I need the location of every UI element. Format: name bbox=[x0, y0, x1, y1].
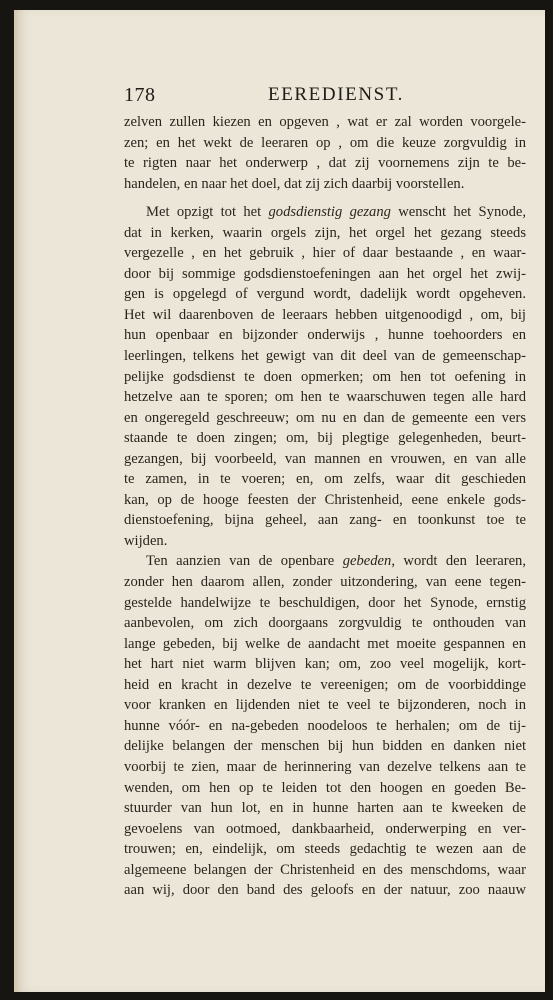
text-line: wenden, om hen op te leiden tot den hoogen en goeden Be- bbox=[124, 779, 526, 796]
text-line: wijden. bbox=[124, 532, 168, 549]
text-line: aanbevolen, om zich doorgaans zorgvuldig te onthouden van bbox=[124, 615, 526, 632]
text-line: pelijke godsdienst te doen opmerken; om hen tot oefening in bbox=[124, 368, 526, 385]
text-line: hun openbaar en bijzonder onderwijs , hunne toehoorders en bbox=[124, 327, 526, 344]
text-line: aan wij, door den band des geloofs en der natuur, zoo naauw bbox=[124, 882, 526, 899]
page-number: 178 bbox=[124, 84, 156, 106]
text-line: en ongeregeld geschreeuw; om nu en dan de gemeente een vers bbox=[124, 409, 526, 426]
text-line: algemeene belangen der Christenheid en des menschdoms, waar bbox=[124, 861, 526, 878]
text-line: gevoelens van ootmoed, dankbaarheid, onderwerping en ver- bbox=[124, 820, 526, 837]
running-head: EEREDIENST. bbox=[268, 84, 404, 105]
text-line: Het wil daarenboven de leeraars hebben uitgenoodigd , om, bij bbox=[124, 306, 526, 323]
text-line: zelven zullen kiezen en opgeven , wat er zal worden voorgele- bbox=[124, 114, 526, 130]
text-line: staande te doen zingen; om, bij plegtige gelegenheden, beurt- bbox=[124, 430, 526, 447]
text-line: dat in kerken, waarin orgels zijn, het orgel het gezang steeds bbox=[124, 224, 526, 241]
italic-phrase: gebeden bbox=[342, 553, 392, 570]
text-line: gen is opgelegd of vergund wordt, dadelijk wordt opgeheven. bbox=[124, 286, 526, 303]
text-line: lange gebeden, bij welke de aandacht met moeite gespannen en bbox=[124, 635, 526, 652]
text-line: hunne vóór- en na-gebeden noodeloos te herhalen; om de tij- bbox=[124, 717, 526, 734]
text-line: gestelde handelwijze te beschuldigen, door het Synode, ernstig bbox=[124, 594, 526, 611]
text-line: te zamen, in te voeren; en, om zelfs, waar dit geschieden bbox=[124, 471, 526, 488]
text-line: door bij sommige godsdienstoefeningen aan het orgel het zwij- bbox=[124, 265, 526, 282]
text-line: gezangen, bij voorbeeld, van mannen en vrouwen, en van alle bbox=[124, 450, 526, 467]
text-line: trouwen; en, eindelijk, om steeds gedachtig te wezen aan de bbox=[124, 841, 526, 858]
text-line: te rigten naar het onderwerp , dat zij voornemens zijn te be- bbox=[124, 155, 526, 172]
paragraph-gap bbox=[124, 194, 526, 202]
text-line: Met opzigt tot het godsdienstig gezang wenscht het Synode, bbox=[146, 204, 526, 221]
text-line: handelen, en naar het doel, dat zij zich daarbij voorstellen. bbox=[124, 175, 465, 192]
text-line: dienstoefening, bijna geheel, aan zang- en toonkunst toe te bbox=[124, 512, 526, 529]
text-line: heid en kracht in dezelve te vereenigen; om de voorbiddinge bbox=[124, 676, 526, 693]
text-line: het hart niet warm blijven kan; om, zoo veel mogelijk, kort- bbox=[124, 656, 526, 673]
text-line: zen; en het wekt de leeraren op , om die keuze zorgvuldig in bbox=[124, 134, 526, 151]
italic-phrase: godsdienstig gezang bbox=[268, 204, 391, 221]
text-line: zonder hen daarom allen, zonder uitzondering, van eene tegen- bbox=[124, 574, 526, 591]
text-line: delijke belangen der menschen bij hun bidden en danken niet bbox=[124, 738, 526, 755]
text-line: voor kranken en lijdenden niet te veel te bijzonderen, noch in bbox=[124, 697, 526, 714]
text-line: vergezelle , en het gebruik , hier of daar bestaande , en waar- bbox=[124, 245, 526, 262]
text-line: kan, op de hooge feesten der Christenheid, eene enkele gods- bbox=[124, 491, 526, 508]
text-line: hetzelve aan te sporen; om hen te waarschuwen tegen alle hard bbox=[124, 389, 526, 406]
text-line: voorbij te zien, maar de herinnering van dezelve telkens aan te bbox=[124, 758, 526, 775]
page-header bbox=[124, 84, 514, 110]
body-text bbox=[124, 112, 526, 901]
text-line: stuurder van hun lot, en in hunne harten aan te kweeken de bbox=[124, 800, 526, 817]
text-line: Ten aanzien van de openbare gebeden, wordt den leeraren, bbox=[146, 553, 527, 570]
text-line: leerlingen, telkens het gewigt van dit deel van de gemeenschap- bbox=[124, 348, 526, 365]
